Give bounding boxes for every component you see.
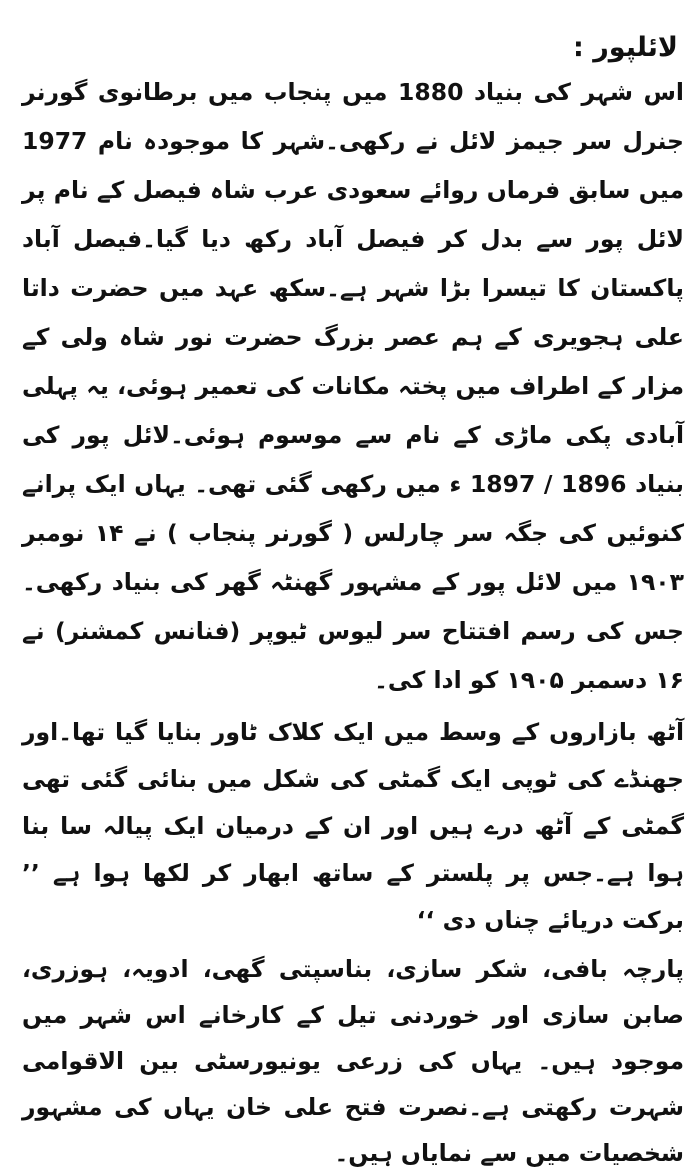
section-heading: لائلپور :: [573, 32, 678, 63]
paragraph-clock-tower: آٹھ بازاروں کے وسط میں ایک کلاک ٹاور بنایا گیا تھا۔اور جھنڈے کی ٹوپی ایک گمٹی کی شکل میں بنائی گئی تھی گمٹی کے آٹھ درے ہیں اور ان کے درمیان ایک پیالہ سا بنا ہوا ہے۔جس پر پلستر کے ساتھ ابھار کر لکھا ہوا ہے ’’ برکت دریائے چناں دی ‘‘: [22, 718, 684, 934]
paragraph-history: اس شہر کی بنیاد 1880 میں پنجاب میں برطانوی گورنر جنرل سر جیمز لائل نے رکھی۔شہر کا موجودہ نام 1977 میں سابق فرماں روائے سعودی عرب شاہ فیصل کے نام پر لائل پور سے بدل کر فیصل آباد رکھ دیا گیا۔فیصل آباد پاکستان کا تیسرا بڑا شہر ہے۔سکھ عہد میں حضرت داتا علی ہجویری کے ہم عصر بزرگ حضرت نور شاہ ولی کے مزار کے اطراف میں پختہ مکانات کی تعمیر ہوئی، یہ پہلی آبادی پکی ماڑی کے نام سے موسوم ہوئی۔لائل پور کی بنیاد 1896 / 1897 ء میں رکھی گئی تھی۔ یہاں ایک پرانے کنوئیں کی جگہ سر چارلس ( گورنر پنجاب ) نے ۱۴ نومبر ۱۹۰۳ میں لائل پور کے مشہور گھنٹہ گھر کی بنیاد رکھی۔جس کی رسم افتتاح سر لیوس ٹیوپر (فنانس کمشنر) نے ۱۶ دسمبر ۱۹۰۵ کو ادا کی۔: [22, 78, 685, 694]
paragraph-industry: پارچہ بافی، شکر سازی، بناسپتی گھی، ادویہ، ہوزری، صابن سازی اور خوردنی تیل کے کارخانے اس شہر میں موجود ہیں۔ یہاں کی زرعی یونیورسٹی بین الاقوامی شہرت رکھتی ہے۔نصرت فتح علی خان یہاں کی مشہور شخصیات میں سے نمایاں ہیں۔: [22, 955, 684, 1167]
